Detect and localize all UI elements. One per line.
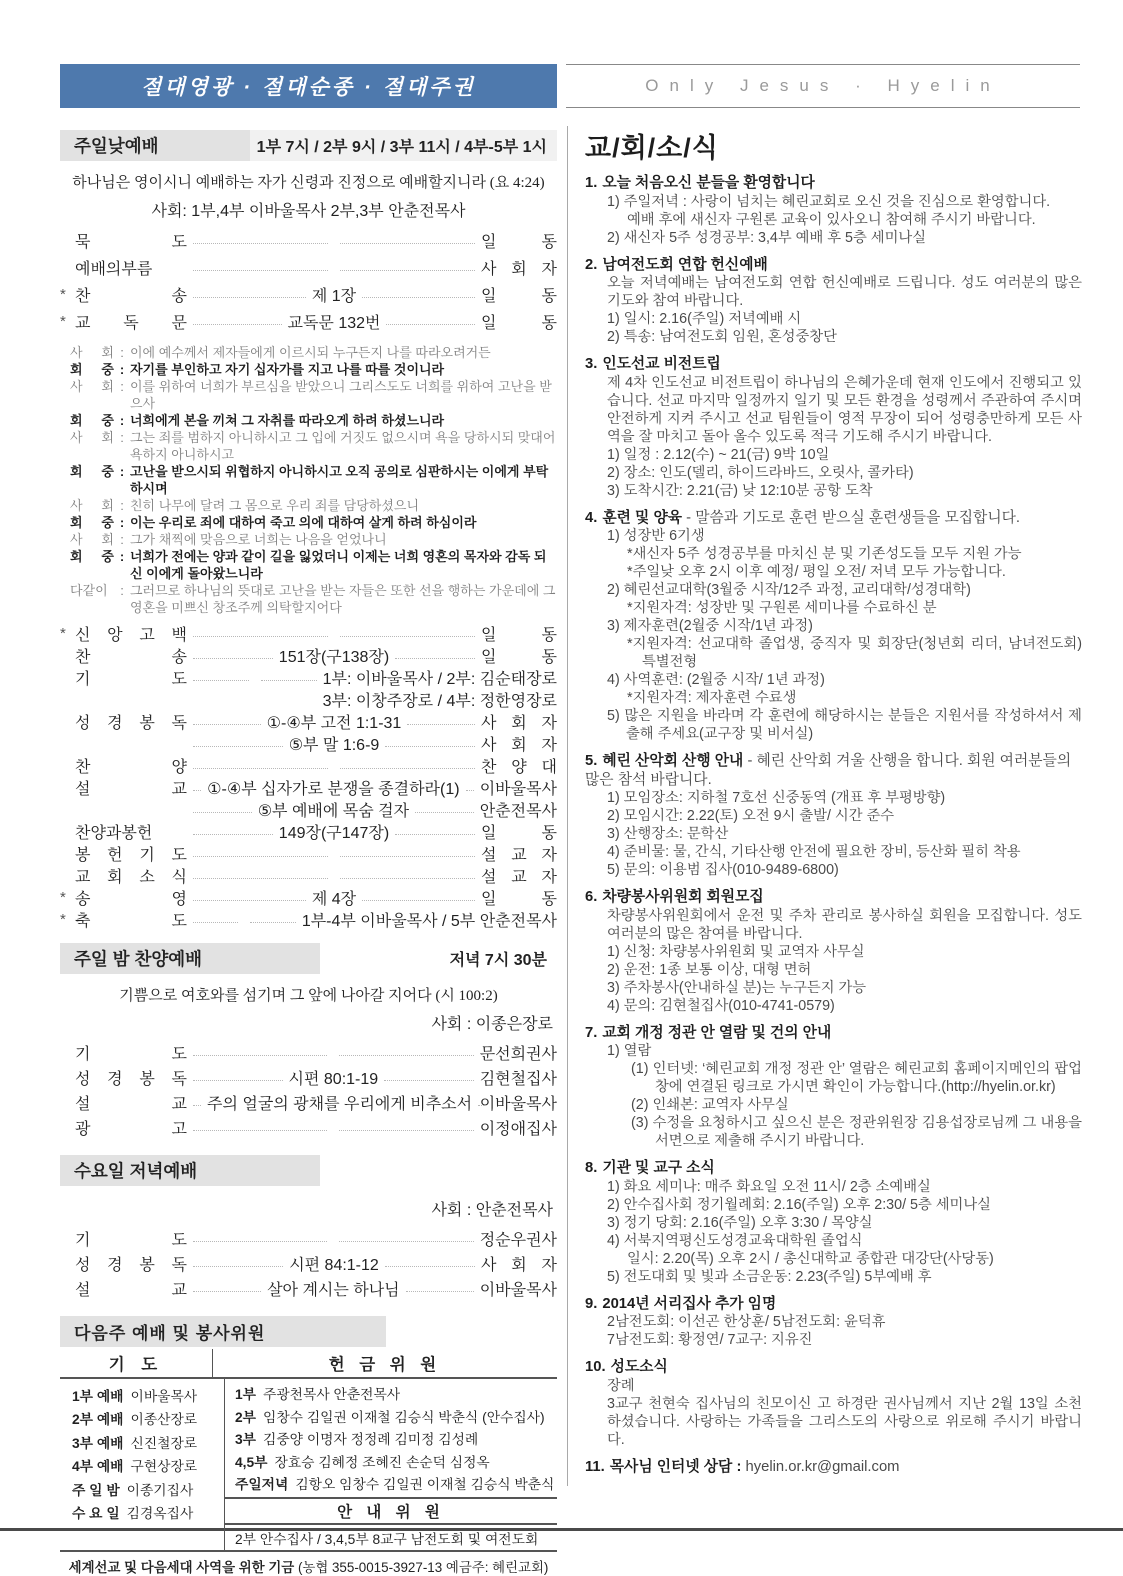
service-item-detail: ⑤부 말 1:6-9 [288,736,380,754]
dotted-leader [193,243,328,244]
service-item-person: 일 동 [481,648,557,666]
section-sunday-night [60,943,557,974]
reading-line: 회 중 : 자기를 부인하고 자기 십자가를 지고 나를 따를 것이니라 [70,361,557,378]
reading-line: 회 중 : 고난을 받으시되 위협하지 아니하시고 오직 공의로 심판하시는 이에게 부탁하시며 [70,463,557,497]
reading-line: 사 회 : 이를 위하여 너희가 부르심을 받았으니 그리스도도 너희를 위하여 고난을 받으사 [70,378,557,412]
standing-marker: * [60,624,66,642]
dotted-leader [478,1105,486,1106]
person-name: 김경옥집사 [126,1506,194,1522]
service-key: 4,5부 [235,1454,268,1470]
mission-fund-note: 세계선교 및 다음세대 사역을 위한 기금 (농협 355-0015-3927-13 예금주: 혜린교회) [68,1559,549,1575]
service-item-label: 찬 송 [75,288,187,305]
service-item-person: 정순우권사 [479,1232,557,1249]
reading-speaker: 회 중 [70,413,114,428]
moderator-line: 사회 : 안춘전목사 [431,1202,553,1219]
service-item-person: 김현철집사 [479,1071,557,1088]
wednesday-service-rows [60,1226,557,1301]
service-item-person: 1부-4부 이바울목사 / 5부 안춘전목사 [301,912,557,930]
table-row [72,1383,224,1407]
reading-line: 사 회 : 그가 채찍에 맞음으로 너희는 나음을 얻었나니 [70,531,557,548]
dotted-leader [193,878,328,879]
service-key: 3부 예배 [72,1435,124,1451]
person-name: 이종산장로 [130,1412,198,1428]
service-row [60,710,557,732]
news-line: 1) 모임장소: 지하철 7호선 신중동역 (개표 후 부평방향) [607,790,946,806]
service-item-person: 이정애집사 [479,1121,557,1138]
news-line: 1) 일시: 2.16(주일) 저녁예배 시 [607,311,802,327]
service-item-person: 사 회 자 [481,261,557,278]
dotted-leader [340,243,475,244]
dotted-leader [339,1241,473,1242]
reading-text: 그러므로 하나님의 뜻대로 고난을 받는 자들은 또한 선을 행하는 가운데에 그 영혼을 미쁘신 창조주께 의탁할지어다 [130,583,556,615]
table-row [235,1382,557,1405]
dotted-leader [193,297,306,298]
news-item-2: 2. 남여전도회 연합 헌신예배 오늘 저녁예배는 남여전도회 연합 헌신예배로 드립니다. 성도 여러분의 많은 기도와 참여 바랍니다. 1) 일시: 2.16(주일) 저녁예배 시 2) 특송: 남여전도회 임원, 혼성중창단 [585,256,1082,345]
news-item-4: 4. 훈련 및 양육 - 말씀과 기도로 훈련 받으실 훈련생들을 모집합니다. 1) 성장반 6기생 *새신자 5주 성경공부를 마치신 분 및 기존성도들 모두 지원 가능 *주일낮 오후 2시 이후 예정/ 평일 오전/ 저녁 모두 가능합니다. 2) 혜린선교대학(3월중 시작/12주 과정, 교리대학/성경대학) *지원자격: 성장반 및 구원론 세미나를 수료하신 분 3) 제자훈련(2월중 시작/1년 과정) *지원자격: 선교대학 졸업생, 중직자 및 회장단(청년회 리더, 남녀전도회)특별전형 4) 사역훈련: (2월중 시작/ 1년 과정) *지원자격: 제자훈련 수료생 5) 많은 지원을 바라며 각 훈련에 해당하시는 분들은 지원서를 작성하셔서 제출해 주세요(교구장 및 비서실) [585,509,1082,742]
news-line: 2) 운전: 1종 보통 이상, 대형 면허 [607,961,812,978]
moderator-line: 사회: 1부,4부 이바울목사 2부,3부 안춘전목사 [151,203,466,220]
service-item-label: 송 영 [75,890,187,908]
dotted-leader [193,900,306,901]
service-row [60,227,557,254]
reading-speaker: 회 중 [70,515,114,530]
service-row [60,254,557,281]
section-title: 주일 밤 찬양예배 [60,943,320,974]
dotted-leader [395,658,475,659]
news-line: 5) 전도대회 및 빛과 소금운동: 2.23(주일) 5부예배 후 [607,1268,932,1285]
service-item-person: 일 동 [481,626,557,644]
service-item-detail: ①-④부 십자가로 분쟁을 종결하라(1) [207,780,460,798]
service-item-label: 교 회 소 식 [75,868,187,886]
reading-speaker: 다같이 [70,583,108,598]
table-row [72,1430,224,1454]
service-row [60,732,557,754]
news-line: 제 4차 인도선교 비전트립이 하나님의 은혜가운데 현재 인도에서 진행되고 있습니다. 선교 마지막 일정까지 일기 및 모든 환경을 성령께서 주관하여 주시며 안전하게 지켜 주시고 선교 팀원들이 영적 무장이 되어 성령충만하게 모든 사역을 잘 마치고 돌아 올수 있도록 적극 기도해 주시기 바랍니다. [607,374,1082,445]
dotted-leader [193,834,273,835]
dotted-leader [193,1130,327,1131]
person-name: 이종기집사 [126,1482,194,1498]
dotted-leader [407,724,475,725]
news-line: 3) 정기 당회: 2.16(주일) 오후 3:30 / 목양실 [607,1214,873,1231]
news-line: 1) 일정 : 2.12(수) ~ 21(금) 9박 10일 [607,446,830,463]
service-item-label: 성 경 봉 독 [75,714,187,732]
service-item-person: 1부: 이바울목사 / 2부: 김순태장로 [322,670,557,688]
reading-speaker: 회 중 [70,549,114,564]
service-item-label: 찬 양 [75,758,187,776]
news-line: (2) 인쇄본: 교역자 사무실 [631,1097,789,1113]
news-line: *지원자격: 선교대학 졸업생, 중직자 및 회장단(청년회 리더, 남녀전도회)특별전형 [627,636,1082,670]
news-line: 장례 [607,1377,635,1394]
person-names: 임창수 김일권 이재철 김승식 박춘식 (안수집사) [263,1409,545,1425]
reading-text: 이에 예수께서 제자들에게 이르시되 누구든지 나를 따라오려거든 [130,345,491,360]
service-item-person: 이바울목사 [479,780,557,798]
offering-list [225,1379,557,1497]
next-week-table [60,1349,557,1552]
service-item-person: 안춘전목사 [479,802,557,820]
reading-line: 회 중 : 너희가 전에는 양과 같이 길을 잃었더니 이제는 너희 영혼의 목자와 감독 되신 이에게 돌아왔느니라 [70,548,557,582]
service-key: 4부 예배 [72,1459,124,1475]
service-time: 저녁 7시 30분 [449,952,547,969]
reading-speaker: 사 회 [70,379,114,394]
service-item-person: 일 동 [481,234,557,251]
prayer-column-header: 기 도 [60,1349,213,1377]
dotted-leader [250,922,295,923]
dotted-leader [340,768,475,769]
service-key: 2부 예배 [72,1412,124,1428]
page-header [60,64,1080,108]
news-line: *지원자격: 성장반 및 구원론 세미나를 수료하신 분 [627,600,937,616]
news-line: 1) 열람 [607,1043,652,1059]
reading-text: 그는 죄를 범하지 아니하시고 그 입에 거짓도 없으시며 욕을 당하시되 맞대어 욕하지 아니하시고 [130,430,556,462]
news-line: (3) 수정을 요청하시고 싶으신 분은 정관위원장 김용섭장로님께 그 내용을 서면으로 제출해 주시기 바랍니다. [631,1115,1082,1149]
service-item-person: 설 교 자 [481,846,557,864]
reading-speaker: 사 회 [70,345,114,360]
dotted-leader [193,1080,283,1081]
service-row [60,908,557,930]
service-item-detail: 151장(구138장) [278,648,390,666]
news-line: *주일낮 오후 2시 이후 예정/ 평일 오전/ 저녁 모두 가능합니다. [627,564,1006,580]
service-item-person: 일 동 [481,890,557,908]
news-line: 1) 성장반 6기생 [607,528,705,544]
service-item-person: 일 동 [481,288,557,305]
news-line: 1) 주일저녁 : 사랑이 넘치는 혜린교회로 오신 것을 진심으로 환영합니다. [607,193,1051,210]
dotted-leader [193,1055,327,1056]
service-item-detail: 149장(구147장) [278,824,390,842]
reading-line: 회 중 : 이는 우리로 죄에 대하여 죽고 의에 대하여 살게 하려 하심이라 [70,514,557,531]
news-item-11: 11. 목사님 인터넷 상담 : hyelin.or.kr@gmail.com [585,1458,900,1475]
responsive-reading [70,344,557,616]
reading-line: 회 중 : 너희에게 본을 끼쳐 그 자취를 따라오게 하려 하셨느니라 [70,412,557,429]
table-row [235,1472,557,1495]
service-item-label: 교 독 문 [75,315,187,332]
service-item-label: 찬양과봉헌 [75,824,153,842]
section-title: 수요일 저녁예배 [60,1155,320,1186]
news-line: 4) 서북지역평신도성경교육대학원 졸업식 [607,1232,863,1249]
service-item-person: 이바울목사 [479,1096,557,1113]
reading-line: 사 회 : 이에 예수께서 제자들에게 이르시되 누구든지 나를 따라오려거든 [70,344,557,361]
dotted-leader [340,856,475,857]
dotted-leader [340,270,475,271]
dotted-leader [362,900,475,901]
service-item-detail: 시편 80:1-19 [288,1071,379,1088]
column-divider [567,126,568,1486]
service-item-label: 봉 헌 기 도 [75,846,187,864]
news-item-7: 7. 교회 개정 정관 안 열람 및 건의 안내 1) 열람 (1) 인터넷: ‘혜린교회 개정 정관 안’ 열람은 혜린교회 홈페이지메인의 팝업창에 연결된 링크로 가시면 확인이 가능합니다.(http://hyelin.or.kr) (2) 인쇄본: 교역자 사무실 (3) 수정을 요청하시고 싶으신 분은 정관위원장 김용섭장로님께 그 내용을 서면으로 제출해 주시기 바랍니다. [585,1024,1082,1149]
person-names: 김중양 이명자 정정례 김미정 김성례 [263,1432,479,1448]
dotted-leader [193,636,328,637]
service-row [60,820,557,842]
reading-line: 사 회 : 그는 죄를 범하지 아니하시고 그 입에 거짓도 없으시며 욕을 당하시되 맞대어 욕하지 아니하시고 [70,430,556,462]
standing-marker: * [60,910,66,928]
service-times: 1부 7시 / 2부 9시 / 3부 11시 / 4부-5부 1시 [250,130,557,161]
reading-text: 너희에게 본을 끼쳐 그 자취를 따라오게 하려 하셨느니라 [130,413,445,428]
news-line: 예배 후에 새신자 구원론 교육이 있사오니 참여해 주시기 바랍니다. [627,211,1036,228]
service-order-rows-2 [60,622,557,930]
dotted-leader [193,856,328,857]
offering-column-header: 헌 금 위 원 [328,1356,442,1374]
person-name: 구현상장로 [130,1459,198,1475]
standing-marker: * [60,313,66,330]
dotted-leader [193,270,328,271]
dotted-leader [193,1105,201,1106]
dotted-leader [385,1266,475,1267]
standing-marker: * [60,888,66,906]
dotted-leader [193,790,201,791]
news-item-9: 9. 2014년 서리집사 추가 임명 2남전도회: 이선곤 한상훈/ 5남전도회: 윤덕휴 7남전도회: 황정연/ 7교구: 지유진 [585,1295,1082,1350]
news-line: 오늘 저녁예배는 남여전도회 연합 헌신예배로 드립니다. 성도 여러분의 많은 기도와 참여 바랍니다. [607,275,1082,309]
table-row [72,1501,224,1525]
service-row [60,308,557,335]
service-row [60,754,557,776]
table-row [235,1450,557,1473]
news-line: 1) 신청: 차량봉사위원회 및 교역자 사무실 [607,943,865,960]
dotted-leader [384,1080,474,1081]
service-item-label: 광 고 [75,1121,187,1138]
news-line: 2) 안수집사회 정기월례회: 2.16(주일) 오후 2:30/ 5층 세미나실 [607,1196,991,1213]
news-line: 2남전도회: 이선곤 한상훈/ 5남전도회: 윤덕휴 [607,1314,886,1330]
news-line: 4) 준비물: 물, 간식, 기타산행 안전에 필요한 장비, 등산화 필히 착용 [607,844,1021,860]
dotted-leader [193,1266,283,1267]
news-line: 2) 새신자 5주 성경공부: 3,4부 예배 후 5층 세미나실 [607,229,927,246]
service-row [60,1040,557,1065]
dotted-leader [193,812,252,813]
service-item-detail: ①-④부 고전 1:1-31 [266,714,402,732]
service-item-person: 설 교 자 [481,868,557,886]
dotted-leader [193,658,273,659]
news-line: *새신자 5주 성경공부를 마치신 분 및 기존성도들 모두 지원 가능 [627,546,1022,562]
dotted-leader [193,1241,327,1242]
news-line: 2) 혜린선교대학(3월중 시작/12주 과정, 교리대학/성경대학) [607,582,971,598]
service-row [60,1065,557,1090]
dotted-leader [261,680,317,681]
service-item-label: 설 교 [75,780,187,798]
service-item-label: 찬 송 [75,648,187,666]
service-item-person: 일 동 [481,315,557,332]
section-title: 주일낮예배 [60,130,250,161]
service-item-label: 기 도 [75,1046,187,1063]
service-item-person: 찬 양 대 [481,758,557,776]
dotted-leader [385,746,475,747]
news-item-8: 8. 기관 및 교구 소식 1) 화요 세미나: 매주 화요일 오전 11시/ 2층 소예배실 2) 안수집사회 정기월례회: 2.16(주일) 오후 2:30/ 5층 세미나실 3) 정기 당회: 2.16(주일) 오후 3:30 / 목양실 4) 서북지역평신도성경교육대학원 졸업식 일시: 2.20(목) 오후 2시 / 총신대학교 종합관 대강단(사당동) 5) 전도대회 및 빛과 소금운동: 2.23(주일) 5부예배 후 [585,1159,1082,1286]
news-line: 5) 많은 지원을 바라며 각 훈련에 해당하시는 분들은 지원서를 작성하셔서 제출해 주세요(교구장 및 비서실) [607,708,1082,742]
section-wednesday [60,1155,557,1186]
news-item-6: 6. 차량봉사위원회 회원모집 차량봉사위원회에서 운전 및 주차 관리로 봉사하실 회원을 모집합니다. 성도 여러분의 많은 참여를 바랍니다. 1) 신청: 차량봉사위원회 및 교역자 사무실 2) 운전: 1종 보통 이상, 대형 면허 3) 주차봉사(안내하실 분)는 누구든지 가능 4) 문의: 김현철집사(010-4741-0579) [585,889,1082,1014]
dotted-leader [466,790,474,791]
news-line: 3) 제자훈련(2월중 시작/1년 과정) [607,618,813,634]
reading-line: 사 회 : 친히 나무에 달려 그 몸으로 우리 죄를 담당하셨으니 [70,497,557,514]
news-line: 3) 주차봉사(안내하실 분)는 누구든지 가능 [607,979,867,996]
news-line: 5) 문의: 이용범 집사(010-9489-6800) [607,862,839,878]
reading-line: 다같이 : 그러므로 하나님의 뜻대로 고난을 받는 자들은 또한 선을 행하는 가운데에 그 영혼을 미쁘신 창조주께 의탁할지어다 [70,583,556,615]
news-line: 1) 화요 세미나: 매주 화요일 오전 11시/ 2층 소예배실 [607,1178,931,1195]
scripture-verse: 기쁨으로 여호와를 섬기며 그 앞에 나아갈 지어다 (시 100:2) [119,988,498,1004]
person-name: 신진철장로 [130,1435,198,1451]
reading-text: 이를 위하여 너희가 부르심을 받았으니 그리스도도 너희를 위하여 고난을 받으사 [130,379,552,411]
service-key: 주일저녁 [235,1477,289,1493]
news-line: 3교구 천현숙 집사님의 친모이신 고 하경란 권사님께서 지난 2월 13일 소천 하셨습니다. 사랑하는 가족들을 그리스도의 사랑으로 위로해 주시기 바랍니다. [607,1395,1082,1448]
service-item-label: 성 경 봉 독 [75,1071,187,1088]
service-item-person: 3부: 이창주장로 / 4부: 정한영장로 [322,692,557,710]
service-item-person: 일 동 [481,824,557,842]
service-item-label: 기 도 [75,1232,187,1249]
table-row [235,1405,557,1428]
service-row [60,666,557,688]
reading-text: 너희가 전에는 양과 같이 길을 잃었더니 이제는 너희 영혼의 목자와 감독 되신 이에게 돌아왔느니라 [130,549,547,581]
news-line: 차량봉사위원회에서 운전 및 주차 관리로 봉사하실 회원을 모집합니다. 성도 여러분의 많은 참여를 바랍니다. [607,907,1082,942]
person-names: 주광천목사 안춘전목사 [263,1387,401,1403]
service-row [60,688,557,710]
table-row [72,1477,224,1501]
night-service-rows [60,1040,557,1140]
reading-text: 자기를 부인하고 자기 십자가를 지고 나를 따를 것이니라 [130,362,445,377]
service-item-detail: 살아 계시는 하나님 [267,1282,400,1299]
news-line: 2) 특송: 남여전도회 임원, 혼성중창단 [607,329,837,345]
dotted-leader [193,324,282,325]
dotted-leader [340,878,475,879]
service-item-label: 설 교 [75,1282,187,1299]
usher-row: 2부 안수집사 / 3,4,5부 8교구 남전도회 및 여전도회 [235,1531,539,1547]
reading-speaker: 사 회 [70,498,114,513]
service-item-person: 사 회 자 [481,714,557,732]
news-item-5: 5. 혜린 산악회 산행 안내 - 혜린 산악회 겨울 산행을 합니다. 회원 여러분들의 많은 참석 바랍니다. 1) 모임장소: 지하철 7호선 신중동역 (개표 후 부평방향) 2) 모임시간: 2.22(토) 오전 9시 출발/ 시간 준수 3) 산행장소: 문학산 4) 준비물: 물, 간식, 기타산행 안전에 필요한 장비, 등산화 필히 착용 5) 문의: 이용범 집사(010-9489-6800) [585,752,1082,879]
dotted-leader [193,768,328,769]
news-line: 4) 사역훈련: (2월중 시작/ 1년 과정) [607,672,825,688]
table-row [72,1407,224,1431]
service-row [60,1251,557,1276]
service-row [60,1115,557,1140]
service-item-person: 사 회 자 [481,736,557,754]
service-key: 2부 [235,1409,257,1425]
dotted-leader [193,1291,261,1292]
reading-speaker: 사 회 [70,430,114,445]
service-item-person: 사 회 자 [481,1257,557,1274]
service-item-detail: 제 1장 [311,288,357,305]
reading-text: 그가 채찍에 맞음으로 너희는 나음을 얻었나니 [130,532,387,547]
section-sunday-day [60,130,557,161]
reading-speaker: 회 중 [70,362,114,377]
section-title: 다음주 예배 및 봉사위원 [60,1316,386,1347]
person-names: 김항오 임창수 김일권 이재철 김승식 박춘식 [295,1477,555,1493]
service-row [60,864,557,886]
news-line: 2) 장소: 인도(델리, 하이드라바드, 오릿사, 콜카타) [607,464,914,481]
service-item-detail: 시편 84:1-12 [289,1257,379,1274]
dotted-leader [415,812,474,813]
church-banner: 절대영광 · 절대순종 · 절대주권 [60,64,557,108]
dotted-leader [395,834,475,835]
service-key: 수 요 일 [72,1506,120,1522]
table-row [72,1454,224,1478]
news-line: 2) 모임시간: 2.22(토) 오전 9시 출발/ 시간 준수 [607,808,895,824]
dotted-leader [362,297,475,298]
person-names: 장효승 김혜정 조혜진 손순덕 심정옥 [274,1454,490,1470]
service-row [60,281,557,308]
worship-column [60,130,557,1576]
news-line: (1) 인터넷: ‘혜린교회 개정 정관 안’ 열람은 혜린교회 홈페이지메인의 팝업창에 연결된 링크로 가시면 확인이 가능합니다.(http://hyelin.or.kr) [631,1061,1082,1095]
standing-marker: * [60,286,66,303]
scripture-verse: 하나님은 영이시니 예배하는 자가 신령과 진정으로 예배할지니라 (요 4:24) [72,175,545,191]
service-row [60,1276,557,1301]
service-item-label: 묵 도 [75,234,187,251]
news-line: 3) 도착시간: 2.21(금) 낮 12:10분 공항 도착 [607,482,873,499]
service-item-label: 설 교 [75,1096,187,1113]
usher-header: 안 내 위 원 [225,1497,557,1525]
service-order-rows [60,227,557,335]
news-line: 일시: 2.20(목) 오후 2시 / 총신대학교 종합관 대강단(사당동) [627,1250,994,1267]
moderator-line: 사회 : 이종은장로 [431,1016,553,1033]
dotted-leader [339,1055,473,1056]
service-item-detail: 제 4장 [311,890,357,908]
service-key: 주 일 밤 [72,1482,120,1498]
news-item-10: 10. 성도소식 장례 3교구 천현숙 집사님의 친모이신 고 하경란 권사님께서 지난 2월 13일 소천 하셨습니다. 사랑하는 가족들을 그리스도의 사랑으로 위로해 주시기 바랍니다. [585,1359,1082,1448]
dotted-leader [339,1130,473,1131]
service-item-person: 문선희권사 [479,1046,557,1063]
service-row [60,622,557,644]
service-row [60,886,557,908]
news-heading: 교/회/소/식 [585,133,719,163]
dotted-leader [386,324,475,325]
news-column [585,126,1082,1476]
service-item-label: 신 앙 고 백 [75,626,187,644]
dotted-leader [193,680,249,681]
service-item-detail: ⑤부 예배에 목숨 걸자 [257,802,410,820]
news-item-3: 3. 인도선교 비전트립 제 4차 인도선교 비전트립이 하나님의 은혜가운데 현재 인도에서 진행되고 있습니다. 선교 마지막 일정까지 일기 및 모든 환경을 성령께서 주관하여 주시며 안전하게 지켜 주시고 선교 팀원들이 영적 무장이 되어 성령충만하게 모든 사역을 잘 마치고 돌아 올수 있도록 적극 기도해 주시기 바랍니다. 1) 일정 : 2.12(수) ~ 21(금) 9박 10일 2) 장소: 인도(델리, 하이드라바드, 오릿사, 콜카타) 3) 도착시간: 2.21(금) 낮 12:10분 공항 도착 [585,356,1082,499]
church-motto: Only Jesus · Hyelin [566,64,1080,108]
dotted-leader [406,1291,474,1292]
service-row [60,1226,557,1251]
service-row [60,798,557,820]
service-item-label: 기 도 [75,670,187,688]
service-item-detail: 주의 얼굴의 광채를 우리에게 비추소서 [207,1096,473,1113]
service-item-label: 성 경 봉 독 [75,1257,187,1274]
reading-speaker: 회 중 [70,464,114,479]
dotted-leader [193,922,238,923]
news-item-1: 1. 오늘 처음오신 분들을 환영합니다 1) 주일저녁 : 사랑이 넘치는 혜린교회로 오신 것을 진심으로 환영합니다. 예배 후에 새신자 구원론 교육이 있사오니 참여해 주시기 바랍니다. 2) 새신자 5주 성경공부: 3,4부 예배 후 5층 세미나실 [585,174,1082,247]
service-key: 3부 [235,1432,257,1448]
table-row [235,1427,557,1450]
service-item-label: 예배의부름 [75,261,153,278]
reading-text: 고난을 받으시되 위협하지 아니하시고 오직 공의로 심판하시는 이에게 부탁하시며 [130,464,549,496]
service-item-detail: 교독문 132번 [287,315,381,332]
reading-text: 친히 나무에 달려 그 몸으로 우리 죄를 담당하셨으니 [130,498,420,513]
service-row [60,776,557,798]
prayer-list [60,1379,225,1550]
dotted-leader [193,746,283,747]
news-line: 4) 문의: 김현철집사(010-4741-0579) [607,997,835,1014]
news-line: *지원자격: 제자훈련 수료생 [627,690,797,706]
dotted-leader [193,724,261,725]
service-row [60,644,557,666]
reading-text: 이는 우리로 죄에 대하여 죽고 의에 대하여 살게 하려 하심이라 [130,515,477,530]
dotted-leader [340,636,475,637]
person-name: 이바울목사 [130,1388,198,1404]
service-item-person: 이바울목사 [479,1282,557,1299]
news-line: 7남전도회: 황정연/ 7교구: 지유진 [607,1332,813,1348]
service-item-label: 축 도 [75,912,187,930]
news-line: 3) 산행장소: 문학산 [607,826,729,842]
section-next-week [60,1316,557,1347]
service-key: 1부 예배 [72,1388,124,1404]
service-row [60,842,557,864]
reading-speaker: 사 회 [70,532,114,547]
service-key: 1부 [235,1387,257,1403]
service-row [60,1090,557,1115]
